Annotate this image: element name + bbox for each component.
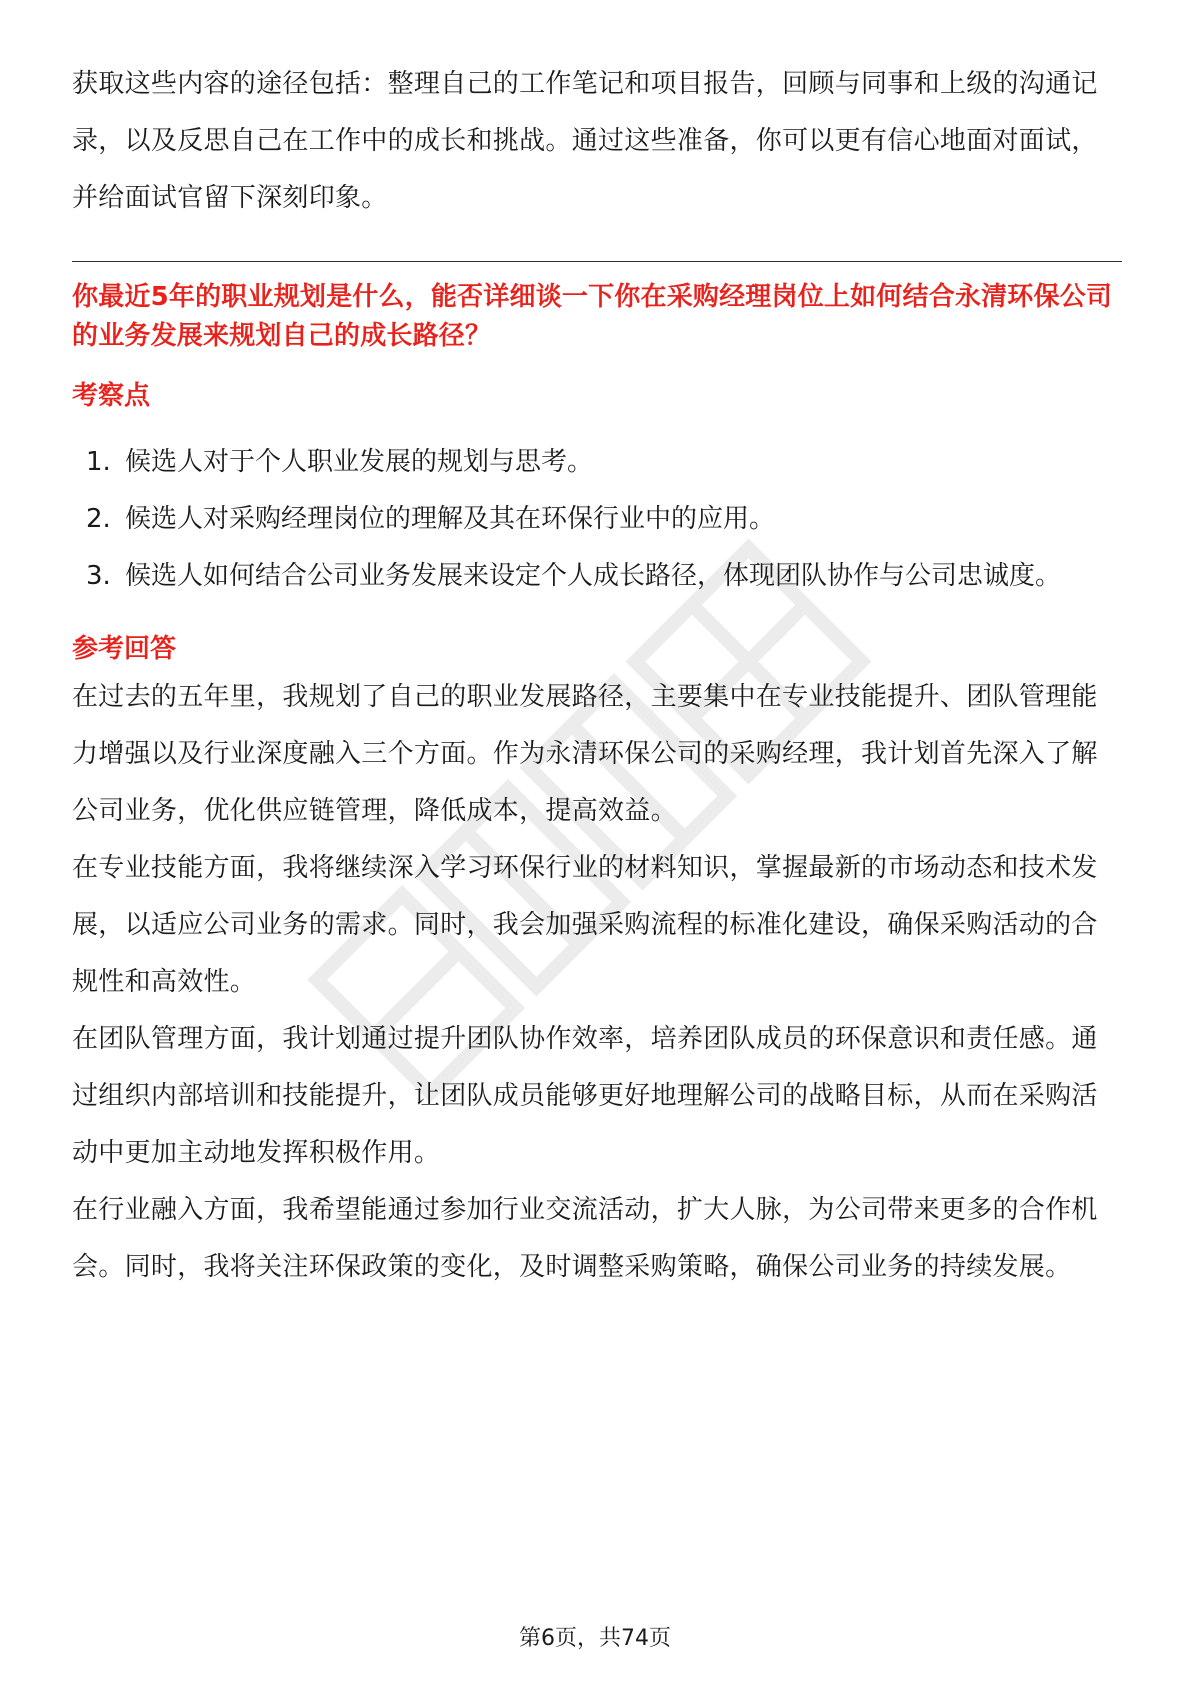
answer-paragraph: 在团队管理方面，我计划通过提升团队协作效率，培养团队成员的环保意识和责任感。通过组织内部培训和技能提升，让团队成员能够更好地理解公司的战略目标，从而在采购活动中更加主动地发挥积极作用。 xyxy=(72,1024,1098,1168)
answer-paragraph: 在专业技能方面，我将继续深入学习环保行业的材料知识，掌握最新的市场动态和技术发展，以适应公司业务的需求。同时，我会加强采购流程的标准化建设，确保采购活动的合规性和高效性。 xyxy=(72,853,1098,997)
list-item-number: 3. xyxy=(86,561,111,591)
list-item xyxy=(72,434,1122,491)
list-item-number: 2. xyxy=(86,504,111,534)
answer-paragraph: 在过去的五年里，我规划了自己的职业发展路径，主要集中在专业技能提升、团队管理能力增强以及行业深度融入三个方面。作为永清环保公司的采购经理，我计划首先深入了解公司业务，优化供应链管理，降低成本，提高效益。 xyxy=(72,682,1098,826)
list-item-number: 1. xyxy=(86,447,111,477)
intro-paragraph: 获取这些内容的途径包括：整理自己的工作笔记和项目报告，回顾与同事和上级的沟通记录，以及反思自己在工作中的成长和挑战。通过这些准备，你可以更有信心地面对面试，并给面试官留下深刻印象。 xyxy=(72,69,1098,213)
answer-paragraph: 在行业融入方面，我希望能通过参加行业交流活动，扩大人脉，为公司带来更多的合作机会。同时，我将关注环保政策的变化，及时调整采购策略，确保公司业务的持续发展。 xyxy=(72,1195,1098,1282)
list-item-text: 候选人对采购经理岗位的理解及其在环保行业中的应用。 xyxy=(125,504,776,534)
list-item xyxy=(72,548,1122,605)
page-number-footer: 第6页，共74页 xyxy=(519,1626,671,1651)
section-divider xyxy=(72,261,1122,262)
interview-question: 你最近5年的职业规划是什么，能否详细谈一下你在采购经理岗位上如何结合永清环保公司的业务发展来规划自己的成长路径？ xyxy=(72,282,1113,351)
evaluation-points-heading: 考察点 xyxy=(72,381,151,411)
reference-answer-heading: 参考回答 xyxy=(72,634,177,664)
evaluation-points-list xyxy=(72,434,1122,605)
list-item xyxy=(72,491,1122,548)
document-content xyxy=(72,56,1122,1296)
list-item-text: 候选人如何结合公司业务发展来设定个人成长路径，体现团队协作与公司忠诚度。 xyxy=(125,561,1062,591)
reference-answer xyxy=(72,669,1122,1296)
list-item-text: 候选人对于个人职业发展的规划与思考。 xyxy=(125,447,594,477)
